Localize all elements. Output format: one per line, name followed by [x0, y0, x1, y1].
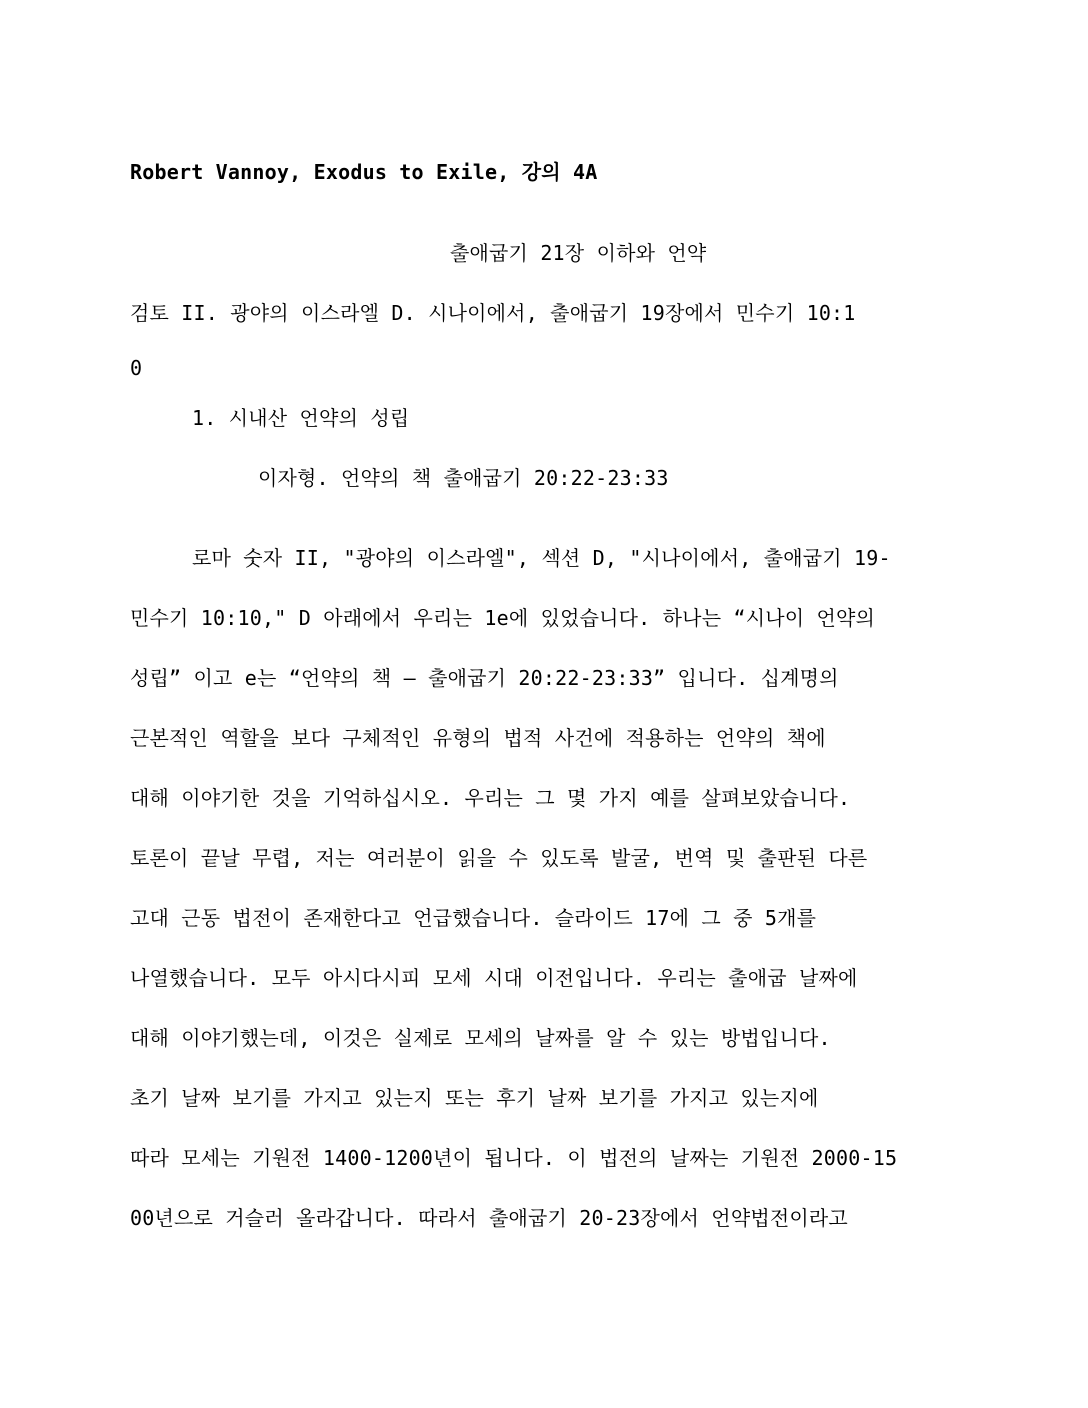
paragraph-line: 대해 이야기한 것을 기억하십시오. 우리는 그 몇 가지 예를 살펴보았습니다.: [130, 786, 851, 810]
paragraph-line: 근본적인 역할을 보다 구체적인 유형의 법적 사건에 적용하는 언약의 책에: [130, 726, 826, 750]
paragraph-line: 따라 모세는 기원전 1400-1200년이 됩니다. 이 법전의 날짜는 기원전 2000-15: [130, 1146, 898, 1170]
paragraph-line: 고대 근동 법전이 존재한다고 언급했습니다. 슬라이드 17에 그 중 5개를: [130, 906, 817, 930]
review-line-2: 0: [130, 356, 143, 380]
outline-item-1: 1. 시내산 언약의 성립: [192, 406, 410, 430]
paragraph-line: 로마 숫자 II, "광야의 이스라엘", 섹션 D, "시나이에서, 출애굽기 19-: [192, 546, 891, 570]
document-title: Robert Vannoy, Exodus to Exile, 강의 4A: [130, 160, 598, 184]
paragraph-line: 토론이 끝날 무렵, 저는 여러분이 읽을 수 있도록 발굴, 번역 및 출판된 다른: [130, 846, 868, 870]
paragraph-line: 초기 날짜 보기를 가지고 있는지 또는 후기 날짜 보기를 가지고 있는지에: [130, 1086, 819, 1110]
paragraph-line: 성립” 이고 e는 “언약의 책 – 출애굽기 20:22-23:33” 입니다. 십계명의: [130, 666, 839, 690]
review-line-1: 검토 II. 광야의 이스라엘 D. 시나이에서, 출애굽기 19장에서 민수기 10:1: [130, 301, 856, 325]
paragraph-line: 나열했습니다. 모두 아시다시피 모세 시대 이전입니다. 우리는 출애굽 날짜에: [130, 966, 858, 990]
paragraph-line: 민수기 10:10," D 아래에서 우리는 1e에 있었습니다. 하나는 “시나이 언약의: [130, 606, 876, 630]
paragraph-line: 대해 이야기했는데, 이것은 실제로 모세의 날짜를 알 수 있는 방법입니다.: [130, 1026, 831, 1050]
outline-item-e: 이자형. 언약의 책 출애굽기 20:22-23:33: [258, 466, 669, 490]
section-heading: 출애굽기 21장 이하와 언약: [450, 241, 707, 265]
paragraph-line: 00년으로 거슬러 올라갑니다. 따라서 출애굽기 20-23장에서 언약법전이라고: [130, 1206, 848, 1230]
